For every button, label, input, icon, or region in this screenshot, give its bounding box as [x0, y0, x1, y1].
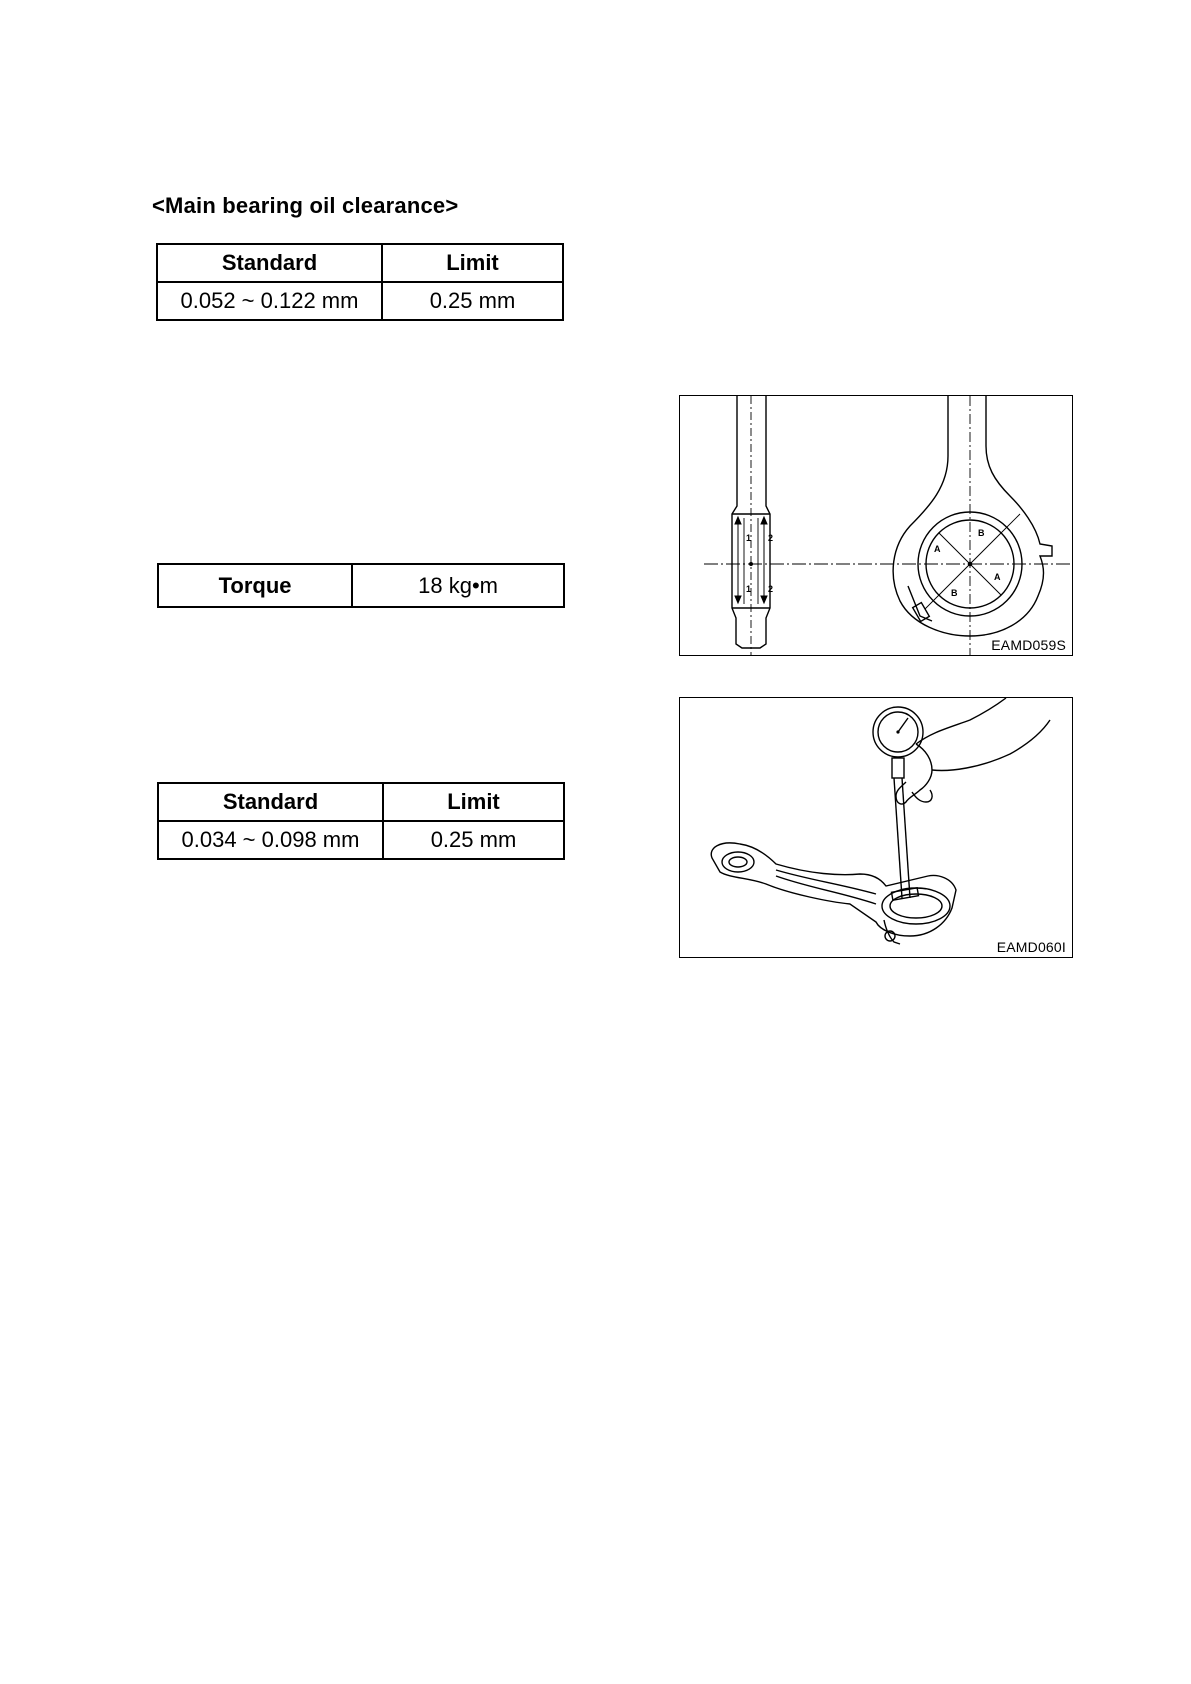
section-heading: <Main bearing oil clearance>	[152, 193, 459, 218]
standard-header: Standard	[158, 783, 383, 821]
diagram-label-2: 2	[768, 533, 774, 543]
diagram-label-2: 2	[768, 584, 774, 594]
diagram-label-b: B	[978, 528, 985, 538]
bearing-measurement-diagram	[680, 396, 1073, 656]
table-header-row	[158, 783, 564, 821]
torque-value: 18 kg•m	[352, 564, 564, 607]
limit-header: Limit	[383, 783, 564, 821]
main-bearing-clearance-table	[156, 243, 564, 321]
figure-code: EAMD059S	[991, 637, 1066, 653]
diagram-label-1: 1	[746, 584, 752, 594]
standard-header: Standard	[157, 244, 382, 282]
standard-value: 0.052 ~ 0.122 mm	[157, 282, 382, 320]
torque-label: Torque	[158, 564, 352, 607]
bore-gauge-figure	[679, 697, 1073, 958]
limit-value: 0.25 mm	[383, 821, 564, 859]
diagram-label-b: B	[951, 588, 958, 598]
torque-table	[157, 563, 565, 608]
figure-code: EAMD060I	[996, 939, 1066, 955]
standard-value: 0.034 ~ 0.098 mm	[158, 821, 383, 859]
measurement-diagram-figure	[679, 395, 1073, 656]
rod-bearing-clearance-table	[157, 782, 565, 860]
diagram-label-a: A	[934, 544, 941, 554]
bore-gauge-illustration	[680, 698, 1073, 958]
table-row	[158, 821, 564, 859]
table-row	[157, 282, 563, 320]
diagram-label-1: 1	[746, 533, 752, 543]
table-header-row	[157, 244, 563, 282]
table-row	[158, 564, 564, 607]
limit-value: 0.25 mm	[382, 282, 563, 320]
diagram-label-a: A	[994, 572, 1001, 582]
limit-header: Limit	[382, 244, 563, 282]
